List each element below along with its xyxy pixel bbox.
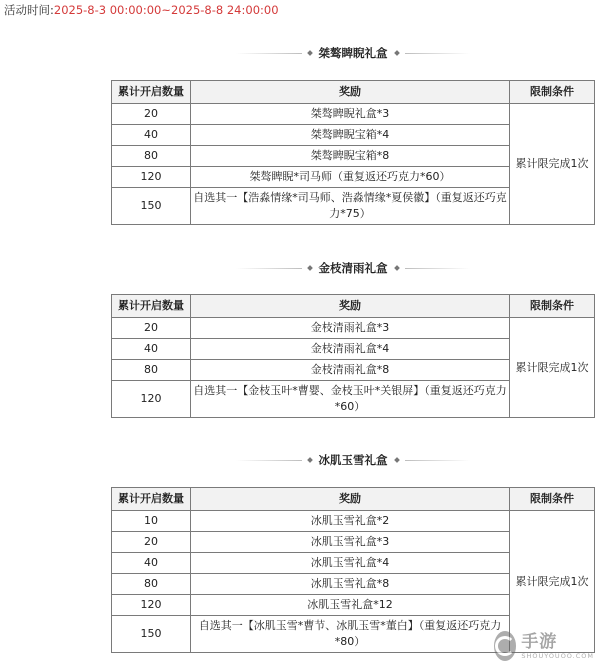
reward-cell: 冰肌玉雪礼盒*12: [191, 595, 510, 616]
header-reward: 奖励: [191, 295, 510, 318]
reward-cell: 桀骜睥睨*司马师（重复返还巧克力*60）: [191, 167, 510, 188]
reward-table-1: [111, 80, 595, 225]
header-count: 累计开启数量: [112, 81, 191, 104]
count-cell: 80: [112, 574, 191, 595]
section-title-3: [230, 451, 476, 469]
reward-cell: 金枝清雨礼盒*8: [191, 360, 510, 381]
count-cell: 20: [112, 104, 191, 125]
count-cell: 10: [112, 511, 191, 532]
count-cell: 120: [112, 595, 191, 616]
reward-cell: 金枝清雨礼盒*4: [191, 339, 510, 360]
site-watermark: [494, 626, 594, 666]
reward-table-2: [111, 294, 595, 418]
condition-cell: 累计限完成1次: [510, 511, 595, 653]
diamond-icon: [394, 457, 400, 463]
watermark-name: 手游: [521, 631, 558, 652]
count-cell: 20: [112, 532, 191, 553]
reward-cell: 冰肌玉雪礼盒*8: [191, 574, 510, 595]
condition-cell: 累计限完成1次: [510, 318, 595, 418]
reward-cell: 金枝清雨礼盒*3: [191, 318, 510, 339]
reward-cell: 自选其一【冰肌玉雪*曹节、冰肌玉雪*董白】（重复返还巧克力*80）: [191, 616, 510, 653]
table-row: [112, 318, 595, 339]
table-header-row: [112, 81, 595, 104]
section-title-text: 冰肌玉雪礼盒: [318, 453, 388, 467]
watermark-logo-icon: [494, 631, 516, 661]
table-row: [112, 511, 595, 532]
activity-time: [4, 2, 279, 18]
header-reward: 奖励: [191, 81, 510, 104]
section-title-text: 金枝清雨礼盒: [318, 261, 388, 275]
condition-cell: 累计限完成1次: [510, 104, 595, 225]
count-cell: 80: [112, 360, 191, 381]
count-cell: 120: [112, 381, 191, 418]
activity-time-label: 活动时间:: [4, 3, 54, 17]
activity-time-value: 2025-8-3 00:00:00~2025-8-8 24:00:00: [53, 3, 279, 17]
reward-cell: 自选其一【浩淼情缘*司马师、浩淼情缘*夏侯徽】（重复返还巧克力*75）: [191, 188, 510, 225]
table-row: [112, 104, 595, 125]
reward-cell: 冰肌玉雪礼盒*3: [191, 532, 510, 553]
watermark-sub: SHOUYOUOO.COM: [521, 651, 594, 660]
reward-cell: 桀骜睥睨宝箱*4: [191, 125, 510, 146]
header-count: 累计开启数量: [112, 488, 191, 511]
count-cell: 20: [112, 318, 191, 339]
header-condition: 限制条件: [510, 81, 595, 104]
reward-cell: 自选其一【金枝玉叶*曹婴、金枝玉叶*关银屏】（重复返还巧克力*60）: [191, 381, 510, 418]
count-cell: 40: [112, 125, 191, 146]
header-count: 累计开启数量: [112, 295, 191, 318]
table-header-row: [112, 488, 595, 511]
count-cell: 40: [112, 339, 191, 360]
count-cell: 150: [112, 188, 191, 225]
count-cell: 150: [112, 616, 191, 653]
table-header-row: [112, 295, 595, 318]
diamond-icon: [394, 50, 400, 56]
diamond-icon: [394, 265, 400, 271]
count-cell: 40: [112, 553, 191, 574]
section-title-1: [230, 44, 476, 62]
section-title-text: 桀骜睥睨礼盒: [318, 46, 388, 60]
reward-cell: 冰肌玉雪礼盒*4: [191, 553, 510, 574]
header-reward: 奖励: [191, 488, 510, 511]
count-cell: 120: [112, 167, 191, 188]
count-cell: 80: [112, 146, 191, 167]
header-condition: 限制条件: [510, 295, 595, 318]
reward-cell: 冰肌玉雪礼盒*2: [191, 511, 510, 532]
reward-cell: 桀骜睥睨礼盒*3: [191, 104, 510, 125]
header-condition: 限制条件: [510, 488, 595, 511]
section-title-2: [230, 259, 476, 277]
reward-cell: 桀骜睥睨宝箱*8: [191, 146, 510, 167]
